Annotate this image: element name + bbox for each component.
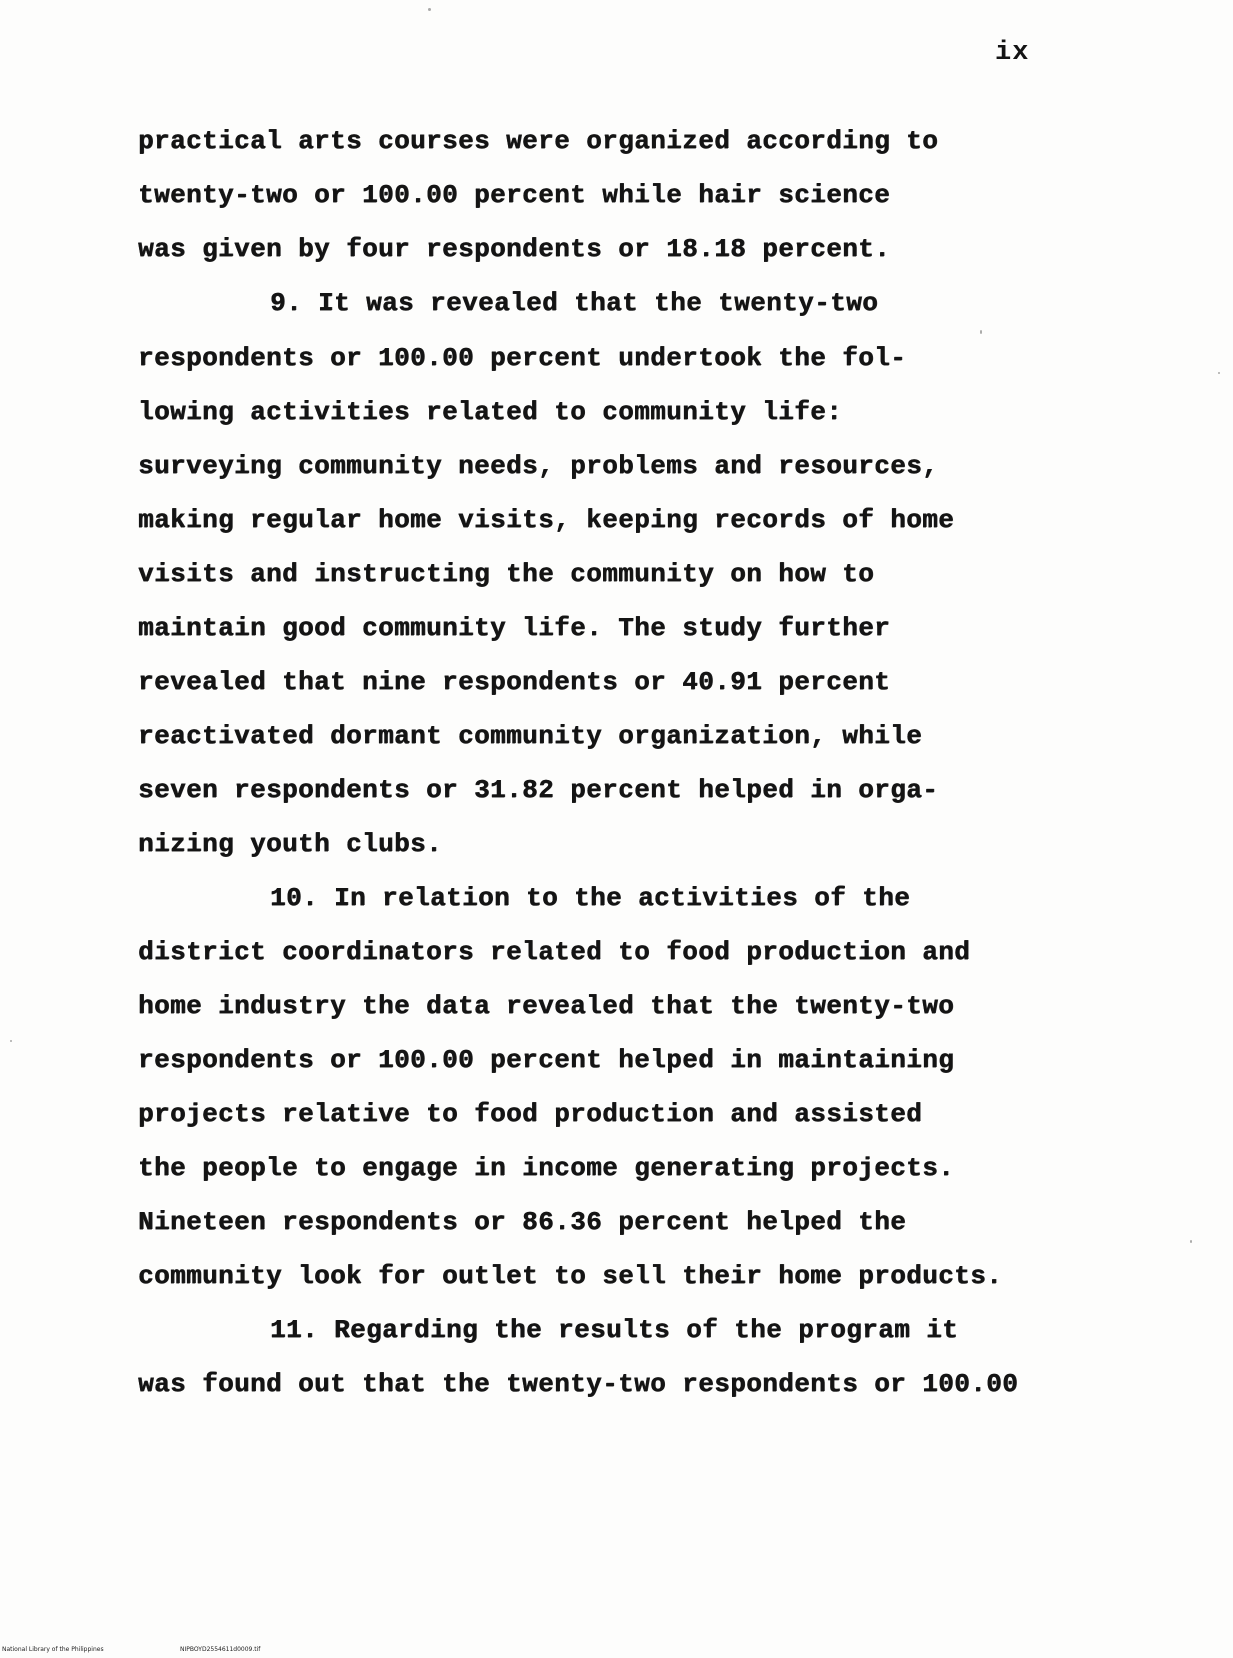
text-line: community look for outlet to sell their home products. — [138, 1261, 1003, 1291]
text-line: surveying community needs, problems and resources, — [138, 451, 939, 481]
text-line: was given by four respondents or 18.18 percent. — [138, 234, 891, 264]
scan-speck — [10, 1040, 12, 1042]
scan-speck — [428, 8, 431, 11]
text-line: lowing activities related to community life: — [138, 397, 843, 427]
footer-library-caption: National Library of the Philippines — [2, 1646, 104, 1653]
text-line: visits and instructing the community on how to — [138, 559, 875, 589]
text-line: making regular home visits, keeping records of home — [138, 505, 955, 535]
text-line: revealed that nine respondents or 40.91 percent — [138, 667, 891, 697]
text-line: district coordinators related to food production and — [138, 937, 971, 967]
text-line: projects relative to food production and assisted — [138, 1099, 923, 1129]
text-line: the people to engage in income generating projects. — [138, 1153, 955, 1183]
scan-speck — [1190, 1240, 1192, 1243]
text-line: twenty-two or 100.00 percent while hair science — [138, 180, 891, 210]
text-line: 9. It was revealed that the twenty-two — [270, 288, 879, 318]
text-line: was found out that the twenty-two respondents or 100.00 — [138, 1369, 1019, 1399]
text-line: home industry the data revealed that the twenty-two — [138, 991, 955, 1021]
text-line: nizing youth clubs. — [138, 829, 443, 859]
text-line: 11. Regarding the results of the program it — [270, 1315, 959, 1345]
text-line: Nineteen respondents or 86.36 percent helped the — [138, 1207, 907, 1237]
scan-speck — [1218, 372, 1220, 374]
footer-file-id: NIPBOYD2554611d0009.tif — [180, 1646, 261, 1653]
text-line: respondents or 100.00 percent helped in maintaining — [138, 1045, 955, 1075]
text-line: respondents or 100.00 percent undertook the fol- — [138, 343, 907, 373]
text-line: seven respondents or 31.82 percent helped in orga- — [138, 775, 939, 805]
text-line: reactivated dormant community organization, while — [138, 721, 923, 751]
text-line: 10. In relation to the activities of the — [270, 883, 911, 913]
text-line: maintain good community life. The study further — [138, 613, 891, 643]
scan-speck — [980, 330, 982, 334]
text-line: practical arts courses were organized according to — [138, 126, 939, 156]
page-number: ix — [995, 38, 1030, 68]
